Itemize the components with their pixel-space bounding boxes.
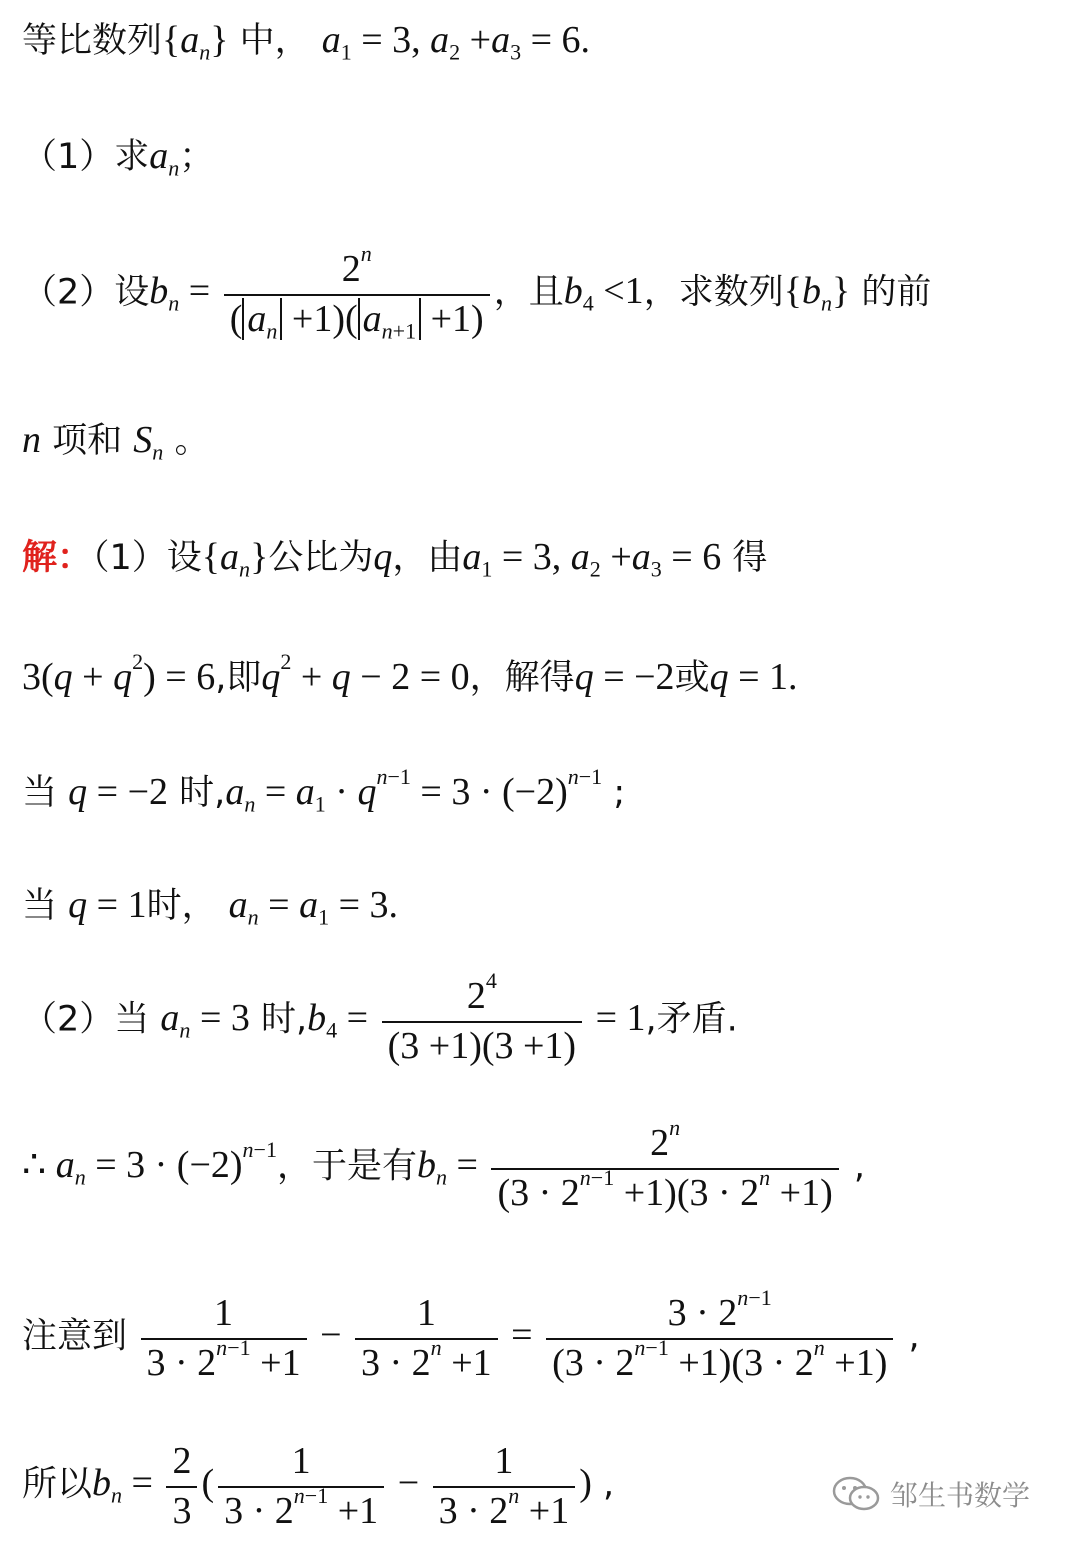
two-thirds-fraction: $\frac{2}{3}$ [166, 1440, 197, 1533]
solution-step-8: 所以$b_n$ = $\frac{2}{3}$ ( $\frac{1}{3 \cdot 2^{n-1} +1}$ − $\frac{1}{3 \cdot 2^n +1}$ ) , [22, 1440, 615, 1532]
telescoping-term-1: $\frac{1}{3 \cdot 2^{n-1} +1}$ [141, 1292, 307, 1385]
question-2-continued: n 项和 $S_n$ 。 [22, 419, 210, 465]
watermark-text: 邹生书数学 [890, 1479, 1031, 1512]
solution-step-2: $3(q + q^2) = 6$,即$q^2 + q - 2 = 0$，解得q = −2或q = 1. [22, 649, 798, 698]
b-n-fraction: $\frac{2^n}{(3 \cdot 2^{n-1} +1)(3 \cdot 2^n +1)}$ [491, 1122, 838, 1215]
bn-term-2: $\frac{1}{3 \cdot 2^n +1}$ [433, 1440, 576, 1533]
watermark [830, 1474, 1030, 1514]
telescoping-result: $\frac{3 \cdot 2^{n-1}}{(3 \cdot 2^{n-1} +1)(3 \cdot 2^n +1)}$ [546, 1292, 893, 1385]
question-2: （2）设$b_n$ = $\frac{2^n}{( a_n +1)( a_{n+1} +1)}$ ，且$b_4 <1$，求数列$\{b_n\}$ 的前 [22, 241, 932, 344]
solution-step-5: （2）当 $a_n = 3$ 时$,b_4$ = $\frac{2^4}{(3 +1)(3 +1)}$ = 1,矛盾. [22, 968, 738, 1067]
b-n-definition-fraction: $\frac{2^n}{( a_n +1)( a_{n+1} +1)}$ [224, 248, 490, 341]
solution-label: 解： [22, 538, 93, 578]
solution-step-4: 当 q = 1时， $a_n = a_1 = 3$. [22, 884, 399, 930]
solution-step-3: 当 q = −2 时$,a_n = a_1 \cdot q^{n-1} = 3 \cdot (-2)^{n-1}$ ; [22, 764, 626, 817]
b4-fraction: $\frac{2^4}{(3 +1)(3 +1)}$ [382, 975, 582, 1068]
telescoping-term-2: $\frac{1}{3 \cdot 2^n +1}$ [355, 1292, 498, 1385]
bn-term-1: $\frac{1}{3 \cdot 2^{n-1} +1}$ [218, 1440, 384, 1533]
problem-statement: 等比数列$\{a_n\}$ 中， $a_1 = 3$, $a_2 +a_3 = 6$. [22, 19, 591, 65]
solution-step-6: ∴ $a_n = 3 \cdot (-2)^{n-1}$，于是有$b_n$ = $\frac{2^n}{(3 \cdot 2^{n-1} +1)(3 \cdot 2^n +1)}$ , [22, 1115, 866, 1214]
solution-step-1: 解：（1）设$\{a_n\}$公比为q，由$a_1 = 3$, $a_2 +a_3 = 6$ 得 [22, 536, 768, 582]
question-1: （1）求$a_n$； [22, 135, 215, 181]
solution-step-7: 注意到 $\frac{1}{3 \cdot 2^{n-1} +1}$ − $\frac{1}{3 \cdot 2^n +1}$ = $\frac{3 \cdot 2^{n-1}}{(3 \cdot 2^{n-1} +1)(3 \cdot 2^n +1)}$ , [22, 1285, 920, 1384]
wechat-icon [830, 1474, 882, 1514]
